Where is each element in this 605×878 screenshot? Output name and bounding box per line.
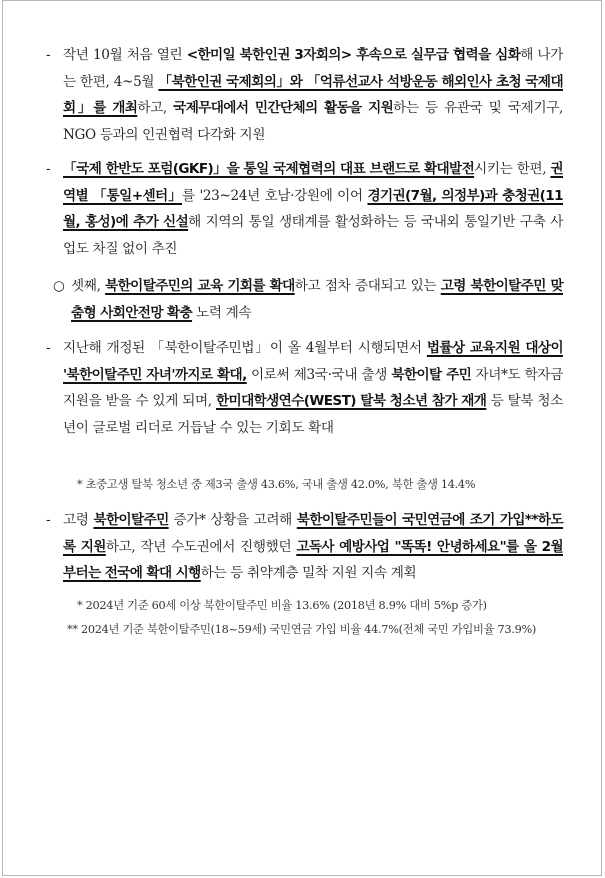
dash-marker: - xyxy=(46,340,51,356)
footnote-elderly-ratio: * 2024년 기준 60세 이상 북한이탈주민 비율 13.6% (2018년 8.9% 대비 5%p 증가) xyxy=(77,599,487,612)
text-segment: 하는 등 취약계층 밀착 지원 지속 계획 xyxy=(200,565,417,581)
bullet-paragraph-elderly xyxy=(46,507,563,587)
text-segment: 하고, xyxy=(137,100,174,116)
text-segment: 지난해 개정된 「북한이탈주민법」이 올 4월부터 시행되면서 xyxy=(63,340,427,356)
bullet-paragraph-human-rights xyxy=(46,42,564,148)
text-segment: 하는 등 유관국 및 국제기구, NGO 등과의 인권협력 다각화 지원 xyxy=(63,100,563,143)
text-segment: 를 '23~24년 호남·강원에 이어 xyxy=(182,187,368,204)
emphasis-segment: <한미일 북한인권 3자회의> 후속으로 실무급 협력을 심화 xyxy=(186,47,521,63)
text-segment: 셋째, xyxy=(71,278,106,294)
emphasis-segment: 권역별 「통일+센터」 xyxy=(63,161,563,204)
footnote-youth-birthplace: * 초중고생 탈북 청소년 중 제3국 출생 43.6%, 국내 출생 42.0%, 북한 출생 14.4% xyxy=(77,478,476,491)
circle-marker: ○ xyxy=(53,278,65,294)
emphasis-segment: 한미대학생연수(WEST) 탈북 청소년 참가 재개 xyxy=(216,393,487,409)
text-segment: 등 탈북 청소년이 글로벌 리더로 거듭날 수 있는 기회도 확대 xyxy=(63,393,563,436)
text-segment: 하고, 작년 수도권에서 진행했던 xyxy=(105,538,297,555)
bullet-paragraph-education xyxy=(46,335,563,441)
dash-marker: - xyxy=(46,47,51,63)
emphasis-segment: 북한이탈 주민 xyxy=(391,366,472,383)
emphasis-segment: 「북한인권 국제회의」와 「억류선교사 석방운동 해외인사 초청 국제대회」를 개최 xyxy=(63,73,563,116)
circle-paragraph-text xyxy=(53,273,563,326)
emphasis-segment: 「국제 한반도 포럼(GKF)」을 통일 국제협력의 대표 브랜드로 확대발전 xyxy=(63,161,475,177)
emphasis-segment: 북한이탈주민 xyxy=(93,512,169,528)
text-segment: 해 나가는 한편, 4~5월 xyxy=(63,47,564,90)
emphasis-segment: 고독사 예방사업 "똑똑! 안녕하세요"를 올 2월부터는 전국에 확대 시행 xyxy=(63,538,563,581)
dash-marker: - xyxy=(46,512,51,528)
emphasis-segment: 고령 북한이탈주민 맞춤형 사회안전망 확충 xyxy=(71,278,563,321)
document-page xyxy=(2,0,602,876)
text-segment: 하고 점차 증대되고 있는 xyxy=(294,278,441,294)
text-segment: 증가* 상황을 고려해 xyxy=(168,512,297,528)
circle-paragraph-third xyxy=(53,273,563,326)
text-segment: 시키는 한편, xyxy=(474,161,551,177)
footnote-pension-ratio: ** 2024년 기준 북한이탈주민(18~59세) 국민연금 가입 비율 44.7%(전체 국민 가입비율 73.9%) xyxy=(67,623,537,636)
dash-marker: - xyxy=(46,161,51,177)
text-segment: 이로써 제3국·국내 출생 xyxy=(246,366,392,383)
emphasis-segment: 북한이탈주민의 교육 기회를 확대 xyxy=(105,278,295,294)
text-segment: 해 지역의 통일 생태계를 활성화하는 등 국내외 통일기반 구축 사업도 차질 없이 추진 xyxy=(63,214,563,257)
emphasis-segment: 북한이탈주민들이 국민연금에 조기 가입**하도록 지원 xyxy=(63,512,563,555)
text-segment: 노력 계속 xyxy=(192,304,252,321)
emphasis-segment: 경기권(7월, 의정부)과 충청권(11월, 홍성)에 추가 신설 xyxy=(63,187,563,230)
emphasis-segment: 국제무대에서 민간단체의 활동을 지원 xyxy=(173,100,394,116)
text-segment: 작년 10월 처음 열린 xyxy=(63,47,187,63)
emphasis-segment: 법률상 교육지원 대상이 '북한이탈주민 자녀'까지로 확대, xyxy=(63,340,563,383)
bullet-paragraph-gkf xyxy=(46,156,563,262)
text-segment: 고령 xyxy=(63,512,94,528)
text-segment: 자녀*도 학자금 지원을 받을 수 있게 되며, xyxy=(63,366,563,409)
